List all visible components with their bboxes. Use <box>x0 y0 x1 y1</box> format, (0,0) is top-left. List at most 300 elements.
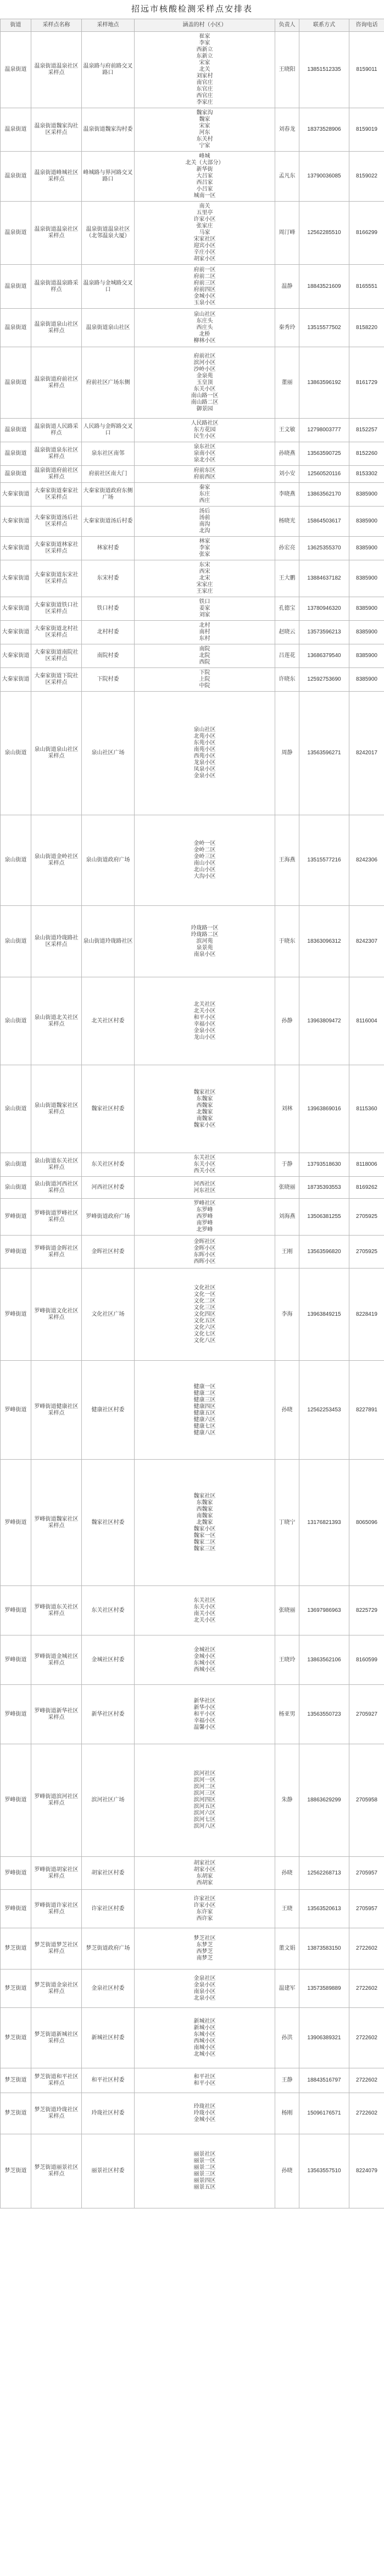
cell-lead: 张晓丽 <box>275 1586 299 1635</box>
area-item: 金泉小区 <box>193 773 216 779</box>
area-item: 北泉小区 <box>193 1995 216 2001</box>
area-item: 东罗峰 <box>196 1207 213 1213</box>
cell-areas <box>135 1199 275 1236</box>
area-item: 文化四区 <box>193 1311 216 1317</box>
cell-site: 罗峰街道许家社区采样点 <box>31 1890 82 1928</box>
cell-location: 滨河社区广场 <box>82 1744 135 1857</box>
table-row <box>1 906 384 977</box>
area-item: 玲珑小区 <box>193 2110 216 2116</box>
area-item: 南官庄 <box>196 80 213 86</box>
area-item: 和平社区 <box>193 2074 216 2080</box>
area-item: 南院 <box>199 646 210 652</box>
cell-tel: 8159022 <box>349 152 384 202</box>
cell-areas <box>135 597 275 621</box>
cell-lead: 张晓丽 <box>275 1177 299 1199</box>
cell-tel: 8152257 <box>349 419 384 442</box>
cell-street: 泉山街道 <box>1 692 31 815</box>
area-item: 北城小区 <box>193 2051 216 2057</box>
cell-street: 温泉街道 <box>1 108 31 152</box>
cell-street: 梦芝街道 <box>1 1969 31 2008</box>
area-item: 泉山社区 <box>193 311 216 318</box>
cell-lead: 孙晓 <box>275 1857 299 1890</box>
area-item: 东关小区 <box>193 1604 216 1610</box>
area-item: 东村 <box>199 636 210 642</box>
cell-location: 温泉路与府前路交叉路口 <box>82 32 135 108</box>
cell-lead: 孙静 <box>275 977 299 1065</box>
cell-site: 温泉街道温泉社区采样点 <box>31 32 82 108</box>
cell-tel: 8242017 <box>349 692 384 815</box>
area-item: 西吕家 <box>196 180 213 186</box>
cell-lead: 王大鹏 <box>275 560 299 597</box>
area-item: 金岭三区 <box>193 854 216 860</box>
cell-areas <box>135 1361 275 1460</box>
cell-street: 罗峰街道 <box>1 1635 31 1685</box>
cell-site: 罗峰街道健康社区采样点 <box>31 1361 82 1460</box>
cell-tel: 8161729 <box>349 347 384 419</box>
cell-phone: 15096176571 <box>299 2093 349 2134</box>
cell-site: 罗峰街道罗峰社区采样点 <box>31 1199 82 1236</box>
cell-tel: 2705925 <box>349 1236 384 1268</box>
cell-site: 罗峰街道滨河社区采样点 <box>31 1744 82 1857</box>
area-item: 辛庄小区 <box>193 249 216 255</box>
area-item: 南村 <box>199 629 210 635</box>
cell-phone: 13686379540 <box>299 644 349 668</box>
cell-location: 温泉街道温泉社区（北邻温泉大厦） <box>82 202 135 265</box>
area-item: 金泉小区 <box>193 1982 216 1988</box>
area-item: 金泉社区 <box>193 1975 216 1982</box>
cell-tel: 2722602 <box>349 2008 384 2068</box>
cell-location: 新城社区村委 <box>82 2008 135 2068</box>
area-item: 刘家村 <box>196 73 213 79</box>
area-item: 健康四区 <box>193 1403 216 1410</box>
cell-lead: 杨刚 <box>275 2093 299 2134</box>
table-row <box>1 419 384 442</box>
area-item: 下院 <box>199 670 210 676</box>
area-item: 玲珑路二区 <box>191 931 219 938</box>
cell-lead: 刘春龙 <box>275 108 299 152</box>
area-item: 东关村 <box>196 136 213 142</box>
cell-areas <box>135 309 275 347</box>
cell-phone: 13863562106 <box>299 1635 349 1685</box>
area-item: 新华街 <box>196 166 213 173</box>
area-item: 马家 <box>199 230 210 236</box>
area-item: 大沟小区 <box>193 873 216 880</box>
cell-street: 罗峰街道 <box>1 1857 31 1890</box>
table-row <box>1 309 384 347</box>
cell-site: 大秦家街道秦家社区采样点 <box>31 483 82 507</box>
cell-street: 大秦家街道 <box>1 560 31 597</box>
table-row <box>1 442 384 466</box>
cell-location: 新华社区村委 <box>82 1685 135 1744</box>
area-item: 玲珑社区 <box>193 2104 216 2110</box>
area-item: 东方花园 <box>193 427 216 433</box>
cell-lead: 刘海燕 <box>275 1199 299 1236</box>
column-header-tel: 咨询电话 <box>349 19 384 32</box>
area-item: 魏家二区 <box>193 1539 216 1545</box>
table-row <box>1 1857 384 1890</box>
area-item: 西梦芝 <box>196 1949 213 1955</box>
cell-tel: 8165551 <box>349 265 384 309</box>
area-item: 李家 <box>199 545 210 551</box>
cell-site: 罗峰街道金晖社区采样点 <box>31 1236 82 1268</box>
area-item: 东许家 <box>196 1909 213 1915</box>
area-item: 大吕家 <box>196 173 213 179</box>
cell-areas <box>135 1460 275 1586</box>
cell-street: 梦芝街道 <box>1 2093 31 2134</box>
area-item: 魏家小区 <box>193 1122 216 1128</box>
cell-tel: 8153302 <box>349 466 384 483</box>
area-item: 南魏家 <box>196 1115 213 1122</box>
table-row <box>1 202 384 265</box>
area-item: 滨河一区 <box>193 1777 216 1783</box>
cell-areas <box>135 1236 275 1268</box>
cell-lead: 秦秀玲 <box>275 309 299 347</box>
area-item: 河东 <box>199 130 210 136</box>
cell-phone: 13176821393 <box>299 1460 349 1586</box>
table-row <box>1 1268 384 1361</box>
table-row <box>1 644 384 668</box>
area-item: 丽景一区 <box>193 2158 216 2164</box>
area-item: 宋家 <box>199 60 210 66</box>
cell-areas <box>135 621 275 644</box>
area-item: 和平小区 <box>193 2080 216 2087</box>
area-item: 健康五区 <box>193 1410 216 1416</box>
cell-tel: 8385900 <box>349 537 384 560</box>
cell-lead: 王文敏 <box>275 419 299 442</box>
area-item: 南关小区 <box>193 1610 216 1617</box>
cell-phone: 12562253453 <box>299 1361 349 1460</box>
area-item: 府前四区 <box>193 286 216 293</box>
cell-areas <box>135 1685 275 1744</box>
cell-phone: 13963809472 <box>299 977 349 1065</box>
table-row <box>1 108 384 152</box>
area-item: 新城小区 <box>193 2024 216 2031</box>
cell-phone: 13963849215 <box>299 1268 349 1361</box>
cell-location: 北关社区村委 <box>82 977 135 1065</box>
area-item: 金城小区 <box>193 2117 216 2123</box>
area-item: 金晖社区 <box>193 1238 216 1245</box>
area-item: 东晖小区 <box>193 1251 216 1258</box>
area-item: 秦家 <box>199 485 210 491</box>
area-item: 玲珑路一区 <box>191 925 219 931</box>
area-item: 文化三区 <box>193 1304 216 1311</box>
cell-areas <box>135 1177 275 1199</box>
area-item: 健康一区 <box>193 1383 216 1390</box>
cell-site: 罗峰街道新华社区采样点 <box>31 1685 82 1744</box>
table-row <box>1 2068 384 2093</box>
cell-phone: 13863596192 <box>299 347 349 419</box>
cell-location: 温泉街道泉山社区 <box>82 309 135 347</box>
cell-lead: 杨晓光 <box>275 507 299 537</box>
cell-areas <box>135 1065 275 1153</box>
cell-lead: 孟凡东 <box>275 152 299 202</box>
cell-lead: 王刚 <box>275 1236 299 1268</box>
column-header-areas: 涵盖的村（小区） <box>135 19 275 32</box>
cell-street: 罗峰街道 <box>1 1361 31 1460</box>
table-row <box>1 560 384 597</box>
cell-site: 梦芝街道梦芝社区采样点 <box>31 1928 82 1969</box>
area-item: 汤前 <box>199 515 210 521</box>
area-item: 崔家 <box>199 34 210 40</box>
area-item: 南梦芝 <box>196 1955 213 1961</box>
area-item: 东城小区 <box>193 2031 216 2038</box>
area-item: 金晖小区 <box>193 1245 216 1251</box>
cell-street: 梦芝街道 <box>1 1928 31 1969</box>
area-item: 南沟 <box>199 521 210 527</box>
cell-location: 胡家社区村委 <box>82 1857 135 1890</box>
cell-site: 梦芝街道玲珑社区采样点 <box>31 2093 82 2134</box>
area-item: 南山路一区 <box>191 392 219 399</box>
cell-site: 梦芝街道丽景社区采样点 <box>31 2134 82 2208</box>
area-item: 新华社区 <box>193 1698 216 1704</box>
area-item: 北院 <box>199 653 210 659</box>
table-row <box>1 1177 384 1199</box>
cell-areas <box>135 2068 275 2093</box>
area-item: 滨河二区 <box>193 1784 216 1790</box>
cell-street: 温泉街道 <box>1 202 31 265</box>
cell-phone: 13793518630 <box>299 1153 349 1177</box>
cell-street: 罗峰街道 <box>1 1685 31 1744</box>
cell-site: 大秦家街道南院社区采样点 <box>31 644 82 668</box>
cell-lead: 周汀峰 <box>275 202 299 265</box>
area-item: 刘家 <box>199 612 210 618</box>
area-item: 许家小区 <box>193 1902 216 1909</box>
cell-lead: 朱静 <box>275 1744 299 1857</box>
cell-location: 大秦家街道政府东侧广场 <box>82 483 135 507</box>
area-item: 魏家三区 <box>193 1545 216 1552</box>
area-item: 李家 <box>199 40 210 46</box>
area-item: 幸福小区 <box>193 1021 216 1027</box>
area-item: 胡家小区 <box>193 1866 216 1873</box>
table-row <box>1 1969 384 2008</box>
cell-phone: 12562268713 <box>299 1857 349 1890</box>
table-row <box>1 32 384 108</box>
area-item: 东胡家 <box>196 1873 213 1879</box>
area-item: 魏家小区 <box>193 1526 216 1532</box>
area-item: 金泉小区 <box>193 1027 216 1034</box>
cell-location: 东关社区村委 <box>82 1586 135 1635</box>
area-item: 府前二区 <box>193 273 216 280</box>
area-item: 小吕家 <box>196 186 213 192</box>
cell-areas <box>135 1586 275 1635</box>
column-header-location: 采样地点 <box>82 19 135 32</box>
cell-phone: 13515577216 <box>299 815 349 906</box>
cell-phone: 13906389321 <box>299 2008 349 2068</box>
area-item: 健康三区 <box>193 1397 216 1403</box>
area-item: 金岭一区 <box>193 841 216 847</box>
table-row <box>1 2008 384 2068</box>
cell-tel: 8242307 <box>349 906 384 977</box>
area-item: 东魏家 <box>196 1095 213 1102</box>
area-item: 魏家一区 <box>193 1532 216 1539</box>
area-item: 健康六区 <box>193 1416 216 1423</box>
cell-location: 府前社区广场东侧 <box>82 347 135 419</box>
cell-tel: 8227891 <box>349 1361 384 1460</box>
cell-location: 玲珑社区村委 <box>82 2093 135 2134</box>
cell-street: 梦芝街道 <box>1 2008 31 2068</box>
cell-site: 大秦家街道汤后社区采样点 <box>31 507 82 537</box>
cell-site: 大秦家街道铁口社区采样点 <box>31 597 82 621</box>
cell-site: 梦芝街道和平社区采样点 <box>31 2068 82 2093</box>
table-row <box>1 597 384 621</box>
area-item: 魏家社区 <box>193 1089 216 1095</box>
cell-lead: 周静 <box>275 692 299 815</box>
cell-street: 梦芝街道 <box>1 2134 31 2208</box>
cell-tel: 8224079 <box>349 2134 384 2208</box>
cell-site: 泉山街道东关社区采样点 <box>31 1153 82 1177</box>
cell-street: 大秦家街道 <box>1 537 31 560</box>
area-item: 柳林小区 <box>193 337 216 344</box>
cell-site: 温泉街道人民路采样点 <box>31 419 82 442</box>
cell-areas <box>135 1857 275 1890</box>
area-item: 文化社区 <box>193 1284 216 1291</box>
table-row <box>1 1928 384 1969</box>
area-item: 滨河社区 <box>193 1771 216 1777</box>
cell-areas <box>135 507 275 537</box>
cell-site: 罗峰街道胡家社区采样点 <box>31 1857 82 1890</box>
cell-street: 罗峰街道 <box>1 1460 31 1586</box>
cell-lead: 孙宏亮 <box>275 537 299 560</box>
cell-tel: 2705957 <box>349 1890 384 1928</box>
area-item: 丽景三区 <box>193 2171 216 2177</box>
cell-street: 泉山街道 <box>1 1065 31 1153</box>
area-item: 南城小区 <box>193 2044 216 2051</box>
cell-lead: 孙晓燕 <box>275 442 299 466</box>
table-header-row <box>1 19 384 32</box>
area-item: 西城小区 <box>193 1666 216 1673</box>
area-item: 北魏家 <box>196 1109 213 1115</box>
area-item: 西官庄 <box>196 93 213 99</box>
area-item: 金泉苑 <box>196 372 213 379</box>
cell-areas <box>135 483 275 507</box>
area-item: 许家小区 <box>193 216 216 222</box>
cell-phone: 13780946320 <box>299 597 349 621</box>
table-row <box>1 1685 384 1744</box>
area-item: 文化七区 <box>193 1331 216 1337</box>
cell-street: 罗峰街道 <box>1 1890 31 1928</box>
cell-site: 泉山街道北关社区采样点 <box>31 977 82 1065</box>
cell-site: 温泉街道魏家沟社区采样点 <box>31 108 82 152</box>
area-item: 西胡家 <box>196 1879 213 1886</box>
area-item: 东关小区 <box>193 386 216 392</box>
table-row <box>1 1153 384 1177</box>
area-item: 北桥 <box>199 331 210 337</box>
area-item: 西城小区 <box>193 2038 216 2044</box>
cell-lead: 于晓东 <box>275 906 299 977</box>
area-item: 西晖小区 <box>193 1258 216 1265</box>
area-item: 人民路社区 <box>191 420 219 426</box>
area-item: 西罗峰 <box>196 1214 213 1220</box>
area-item: 滨河六区 <box>193 1810 216 1816</box>
area-item: 西庄头 <box>196 324 213 331</box>
cell-lead: 吕莲花 <box>275 644 299 668</box>
area-item: 泉东社区 <box>193 444 216 450</box>
cell-street: 罗峰街道 <box>1 1199 31 1236</box>
cell-phone: 18735393553 <box>299 1177 349 1199</box>
cell-location: 泉东社区南邻 <box>82 442 135 466</box>
area-item: 滨河八区 <box>193 1823 216 1829</box>
cell-tel: 2722602 <box>349 2093 384 2134</box>
cell-phone: 18843521609 <box>299 265 349 309</box>
cell-phone: 13563596820 <box>299 1236 349 1268</box>
cell-lead: 李海 <box>275 1268 299 1361</box>
cell-areas <box>135 347 275 419</box>
area-item: 北山小区 <box>193 867 216 873</box>
cell-lead: 王晓阳 <box>275 32 299 108</box>
cell-site: 温泉街道峰城社区采样点 <box>31 152 82 202</box>
cell-street: 温泉街道 <box>1 32 31 108</box>
area-item: 李家庄 <box>196 99 213 105</box>
cell-site: 泉山街道玲珑路社区采样点 <box>31 906 82 977</box>
area-item: 北沟 <box>199 528 210 534</box>
cell-areas <box>135 442 275 466</box>
cell-phone: 12560520116 <box>299 466 349 483</box>
area-item: 北关（大部分） <box>185 160 224 166</box>
cell-site: 罗峰街道文化社区采样点 <box>31 1268 82 1361</box>
cell-location: 文化社区广场 <box>82 1268 135 1361</box>
cell-tel: 8228419 <box>349 1268 384 1361</box>
cell-street: 温泉街道 <box>1 466 31 483</box>
cell-location: 泉山街道玲珑路社区 <box>82 906 135 977</box>
cell-areas <box>135 202 275 265</box>
area-item: 西宋 <box>199 569 210 575</box>
cell-site: 大秦家街道东宋社区采样点 <box>31 560 82 597</box>
cell-phone: 13573596213 <box>299 621 349 644</box>
table-row <box>1 1361 384 1460</box>
cell-areas <box>135 466 275 483</box>
area-item: 河西社区 <box>193 1181 216 1187</box>
area-item: 龙泉小区 <box>193 760 216 766</box>
cell-areas <box>135 668 275 692</box>
cell-location: 魏家社区村委 <box>82 1460 135 1586</box>
area-item: 北关小区 <box>193 1617 216 1623</box>
area-item: 龙山小区 <box>193 1034 216 1041</box>
cell-site: 泉山街道魏家社区采样点 <box>31 1065 82 1153</box>
cell-phone: 13563520613 <box>299 1890 349 1928</box>
cell-location: 金泉社区村委 <box>82 1969 135 2008</box>
cell-tel: 8158220 <box>349 309 384 347</box>
cell-street: 泉山街道 <box>1 815 31 906</box>
area-item: 泉北小区 <box>193 457 216 463</box>
cell-phone: 13573589889 <box>299 1969 349 2008</box>
table-row <box>1 1744 384 1857</box>
cell-tel: 8115360 <box>349 1065 384 1153</box>
cell-location: 许家社区村委 <box>82 1890 135 1928</box>
cell-areas <box>135 32 275 108</box>
area-item: 西魏家 <box>196 1506 213 1512</box>
cell-phone: 15864503617 <box>299 507 349 537</box>
column-header-phone: 联系方式 <box>299 19 349 32</box>
cell-tel: 8385900 <box>349 668 384 692</box>
cell-areas <box>135 560 275 597</box>
area-item: 新华小区 <box>193 1704 216 1711</box>
area-item: 迎宾小区 <box>193 243 216 249</box>
area-item: 南魏家 <box>196 1512 213 1519</box>
cell-location: 温泉街道魏家沟村委 <box>82 108 135 152</box>
area-item: 胡家小区 <box>193 256 216 262</box>
cell-tel: 8152260 <box>349 442 384 466</box>
area-item: 中院 <box>199 683 210 689</box>
cell-phone: 13563590725 <box>299 442 349 466</box>
area-item: 丽景五区 <box>193 2184 216 2190</box>
cell-phone: 13873583150 <box>299 1928 349 1969</box>
area-item: 西院 <box>199 659 210 665</box>
cell-lead: 丁晓宁 <box>275 1460 299 1586</box>
area-item: 上院 <box>199 676 210 682</box>
cell-street: 罗峰街道 <box>1 1268 31 1361</box>
cell-street: 梦芝街道 <box>1 2068 31 2093</box>
area-item: 金城小区 <box>193 293 216 299</box>
